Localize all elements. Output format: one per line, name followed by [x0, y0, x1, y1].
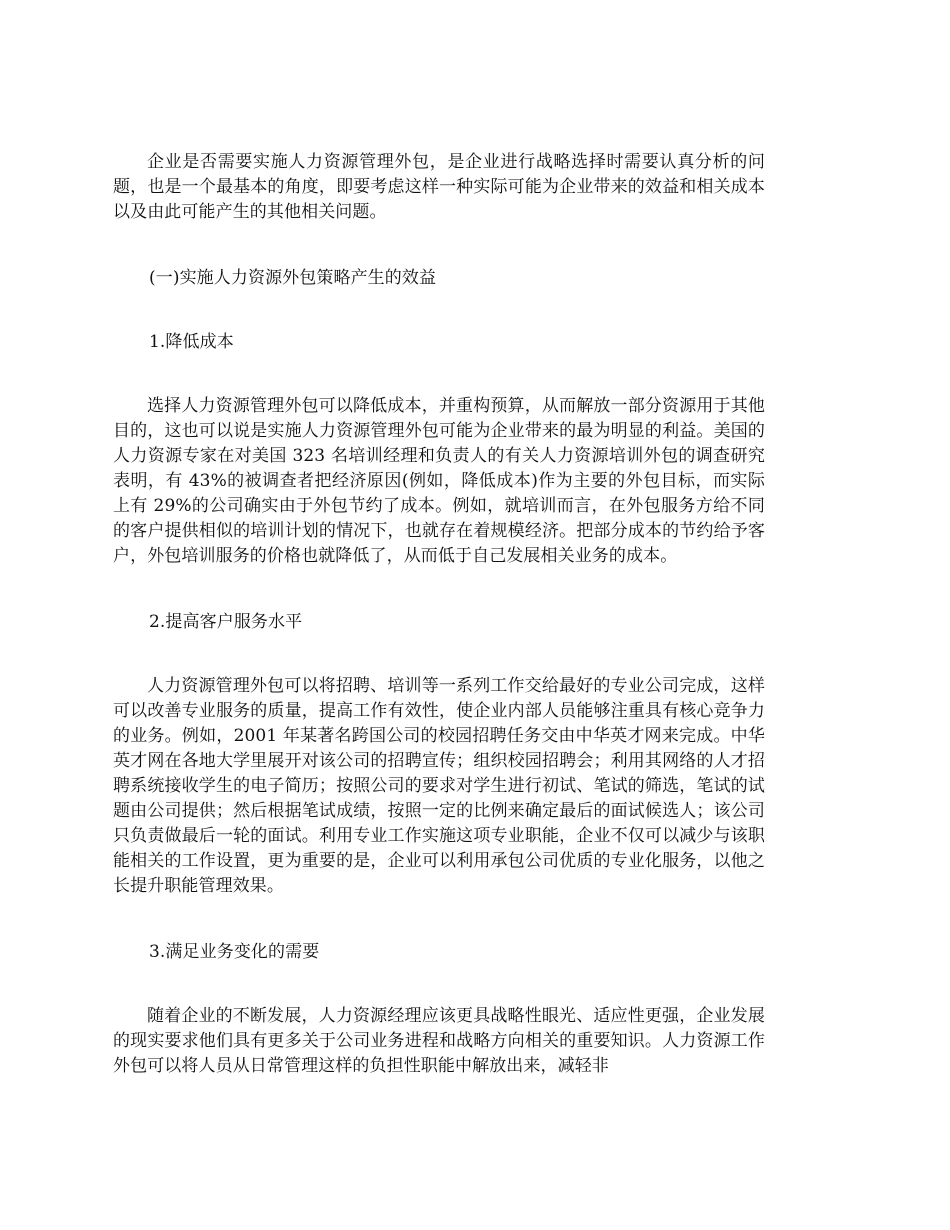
subheading-business-change: 3.满足业务变化的需要 [149, 942, 320, 962]
intro-paragraph: 企业是否需要实施人力资源管理外包，是企业进行战略选择时需要认真分析的问题，也是一个最基本的角度，即要考虑这样一种实际可能为企业带来的效益和相关成本以及由此可能产生的其他相关问题。 [113, 152, 765, 222]
section-heading: (一)实施人力资源外包策略产生的效益 [149, 268, 437, 288]
paragraph-reduce-cost: 选择人力资源管理外包可以降低成本，并重构预算，从而解放一部分资源用于其他目的，这也可以说是实施人力资源管理外包可能为企业带来的最为明显的利益。美国的人力资源专家在对美国 323 名培训经理和负责人的有关人力资源培训外包的调查研究表明，有 43%的被调查者把经济原因(例如，降低成本)作为主要的外包目标，而实际上有 29%的公司确实由于外包节约了成本。例如，就培训而言，在外包服务方给不同的客户提供相似的培训计划的情况下，也就存在着规模经济。把部分成本的节约给予客户，外包培训服务的价格也就降低了，从而低于自己发展相关业务的成本。 [113, 396, 765, 566]
paragraph-business-change: 随着企业的不断发展，人力资源经理应该更具战略性眼光、适应性更强，企业发展的现实要求他们具有更多关于公司业务进程和战略方向相关的重要知识。人力资源工作外包可以将人员从日常管理这样的负担性职能中解放出来，减轻非 [113, 1006, 765, 1076]
subheading-reduce-cost: 1.降低成本 [149, 332, 234, 352]
subheading-service-level: 2.提高客户服务水平 [149, 612, 303, 632]
paragraph-service-level: 人力资源管理外包可以将招聘、培训等一系列工作交给最好的专业公司完成，这样可以改善专业服务的质量，提高工作有效性，使企业内部人员能够注重具有核心竞争力的业务。例如，2001 年某著名跨国公司的校园招聘任务交由中华英才网来完成。中华英才网在各地大学里展开对该公司的招聘宣传；组织校园招聘会；利用其网络的人才招聘系统接收学生的电子简历；按照公司的要求对学生进行初试、笔试的筛选，笔试的试题由公司提供；然后根据笔试成绩，按照一定的比例来确定最后的面试候选人；该公司只负责做最后一轮的面试。利用专业工作实施这项专业职能，企业不仅可以减少与该职能相关的工作设置，更为重要的是，企业可以利用承包公司优质的专业化服务，以他之长提升职能管理效果。 [113, 676, 765, 896]
document-page [113, 150, 765, 1079]
